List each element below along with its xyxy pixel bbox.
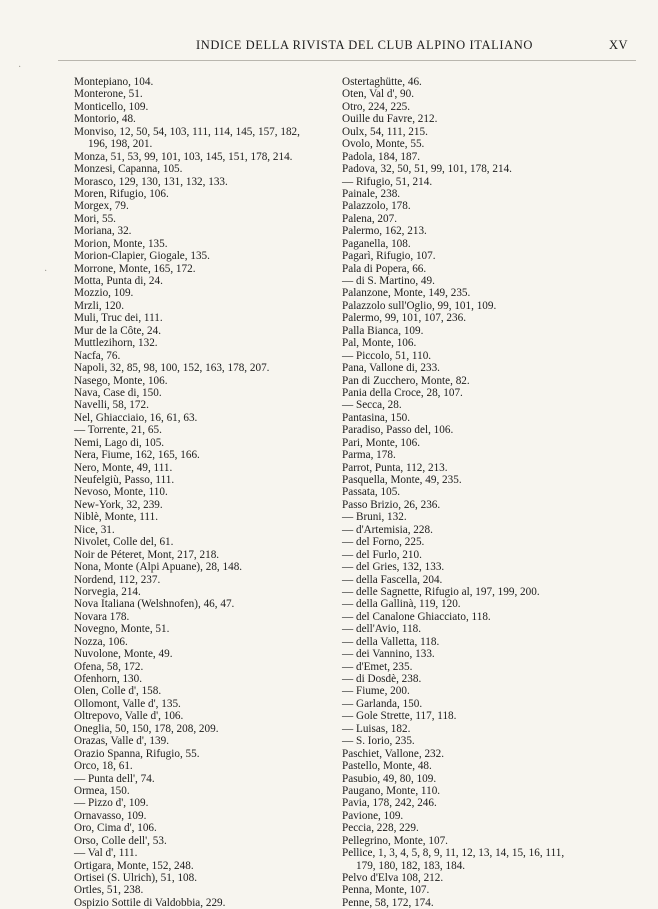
index-entry: Mrzli, 120. xyxy=(74,299,125,312)
index-entry: Parma, 178. xyxy=(342,449,396,462)
index-entry: Palazzolo, 178. xyxy=(342,200,411,213)
index-entry: Passo Brizio, 26, 236. xyxy=(342,498,441,511)
page-header xyxy=(0,38,658,56)
index-entry: — Fiume, 200. xyxy=(342,685,410,698)
index-entry: Pellice, 1, 3, 4, 5, 8, 9, 11, 12, 13, 14, 15, 16, 111, xyxy=(342,847,565,860)
index-entry: Painale, 238. xyxy=(342,187,401,200)
index-entry: — Luisas, 182. xyxy=(342,722,411,735)
index-entry: Pagarì, Rifugio, 107. xyxy=(342,250,436,263)
running-title: INDICE DELLA RIVISTA DEL CLUB ALPINO ITALIANO xyxy=(196,38,534,52)
index-entry: Ovolo, Monte, 55. xyxy=(342,138,425,151)
index-entry: Muttlezihorn, 132. xyxy=(74,337,158,350)
index-entry: Monzesi, Capanna, 105. xyxy=(74,163,183,176)
index-entry: Nivolet, Colle del, 61. xyxy=(74,536,174,549)
index-entry: Nova Italiana (Welshnofen), 46, 47. xyxy=(74,598,235,611)
index-entry: Ospizio Sottile di Valdobbia, 229. xyxy=(74,896,226,909)
index-entry: — Punta dell', 74. xyxy=(74,772,155,785)
index-entry: Pavia, 178, 242, 246. xyxy=(342,797,437,810)
index-entry: — della Valletta, 118. xyxy=(342,635,440,648)
index-entry: Pala di Popera, 66. xyxy=(342,262,427,275)
index-entry: Monticello, 109. xyxy=(74,100,149,113)
index-entry: Olen, Colle d', 158. xyxy=(74,685,162,698)
index-entry: — d'Emet, 235. xyxy=(342,660,413,673)
index-entry: — Gole Strette, 117, 118. xyxy=(342,710,457,723)
index-entry: Morion-Clapier, Giogale, 135. xyxy=(74,250,210,263)
margin-speck: · xyxy=(44,266,48,277)
index-entry: Orso, Colle dell', 53. xyxy=(74,834,167,847)
index-entry: Morasco, 129, 130, 131, 132, 133. xyxy=(74,175,228,188)
index-entry: Pana, Vallone di, 233. xyxy=(342,362,440,375)
index-entry: Nero, Monte, 49, 111. xyxy=(74,461,173,474)
index-entry: Nice, 31. xyxy=(74,523,115,536)
index-entry: — di Dosdè, 238. xyxy=(342,673,422,685)
index-entry: Penne, 58, 172, 174. xyxy=(342,896,434,909)
index-entry: — dell'Avio, 118. xyxy=(342,623,422,636)
index-entry: — S. Iorio, 235. xyxy=(342,735,415,748)
index-entry: 179, 180, 182, 183, 184. xyxy=(356,859,466,872)
index-entry: Nona, Monte (Alpi Apuane), 28, 148. xyxy=(74,561,243,574)
index-entry: Padola, 184, 187. xyxy=(342,150,420,163)
index-entry: Morion, Monte, 135. xyxy=(74,237,168,250)
index-entry: Otro, 224, 225. xyxy=(342,100,411,113)
index-entry: Palla Bianca, 109. xyxy=(342,324,424,337)
index-entry: Ortisei (S. Ulrich), 51, 108. xyxy=(74,872,198,884)
index-entry: — Torrente, 21, 65. xyxy=(74,424,162,437)
index-entry: Norvegia, 214. xyxy=(74,585,141,598)
index-entry: — della Gallinà, 119, 120. xyxy=(342,598,461,611)
index-entry: Moren, Rifugio, 106. xyxy=(74,187,169,200)
index-entry: Montorio, 48. xyxy=(74,113,136,126)
index-entry: Ostertaghütte, 46. xyxy=(342,76,422,88)
index-entry: Nasego, Monte, 106. xyxy=(74,374,168,387)
index-entry: Nuvolone, Monte, 49. xyxy=(74,648,173,661)
index-entry: Pavione, 109. xyxy=(342,809,404,822)
index-entry: Palermo, 162, 213. xyxy=(342,225,427,238)
index-entry: Monterone, 51. xyxy=(74,88,143,101)
index-entry: — del Canalone Ghiacciato, 118. xyxy=(342,610,491,623)
index-entry: — Piccolo, 51, 110. xyxy=(342,349,432,362)
index-entry: Motta, Punta di, 24. xyxy=(74,275,163,287)
index-entry: Mozzio, 109. xyxy=(74,287,134,300)
index-entry: Pastello, Monte, 48. xyxy=(342,760,432,773)
index-entry: Napoli, 32, 85, 98, 100, 152, 163, 178, 207. xyxy=(74,362,270,375)
margin-speck: · xyxy=(18,62,22,73)
index-entry: Paganella, 108. xyxy=(342,237,411,250)
index-entry: Nemi, Lago di, 105. xyxy=(74,436,165,449)
index-entry: — Garlanda, 150. xyxy=(342,697,423,710)
index-entry: — del Gries, 132, 133. xyxy=(342,561,445,574)
index-entry: — Bruni, 132. xyxy=(342,511,407,524)
index-entry: Oltrepovo, Valle d', 106. xyxy=(74,710,184,723)
index-entry: Pelvo d'Elva 108, 212. xyxy=(342,872,444,884)
index-entry: Nozza, 106. xyxy=(74,635,128,648)
index-entry: Novara 178. xyxy=(74,610,130,623)
index-entry: Mur de la Côte, 24. xyxy=(74,324,161,337)
index-entry: Ortles, 51, 238. xyxy=(74,884,144,897)
index-entry: Peccia, 228, 229. xyxy=(342,822,419,835)
index-entry: Nava, Case di, 150. xyxy=(74,386,162,399)
index-entry: Orco, 18, 61. xyxy=(74,760,133,773)
index-entry: Parrot, Punta, 112, 213. xyxy=(342,461,448,474)
index-entry: Morrone, Monte, 165, 172. xyxy=(74,262,196,275)
index-entry: Palena, 207. xyxy=(342,212,397,225)
index-entry: Moriana, 32. xyxy=(74,225,132,238)
index-entry: Palermo, 99, 101, 107, 236. xyxy=(342,312,466,325)
index-entry: 196, 198, 201. xyxy=(88,138,153,151)
index-entry: — Pizzo d', 109. xyxy=(74,797,149,810)
index-entry: Nordend, 112, 237. xyxy=(74,573,161,586)
index-entry: Pantasina, 150. xyxy=(342,411,411,424)
index-entry: Morgex, 79. xyxy=(74,200,129,213)
index-entry: Oten, Val d', 90. xyxy=(342,88,415,101)
index-entry: Monviso, 12, 50, 54, 103, 111, 114, 145, 157, 182, xyxy=(74,125,300,138)
header-rule xyxy=(58,60,636,61)
index-entry: — del Forno, 225. xyxy=(342,536,425,549)
index-entry: Ofena, 58, 172. xyxy=(74,660,144,673)
index-entry: Ormea, 150. xyxy=(74,784,130,797)
index-entry: Orazas, Valle d', 139. xyxy=(74,735,170,748)
index-entry: Padova, 32, 50, 51, 99, 101, 178, 214. xyxy=(342,163,512,176)
index-entry: Neufelgiù, Passo, 111. xyxy=(74,474,175,486)
index-entry: Navelli, 58, 172. xyxy=(74,399,149,412)
index-entry: — della Fascella, 204. xyxy=(342,573,443,586)
index-entry: Pasubio, 49, 80, 109. xyxy=(342,772,437,785)
index-entry: Monza, 51, 53, 99, 101, 103, 145, 151, 178, 214. xyxy=(74,150,293,163)
index-entry: Ortigara, Monte, 152, 248. xyxy=(74,859,194,872)
index-entry: — di S. Martino, 49. xyxy=(342,275,435,287)
index-entry: — dei Vannino, 133. xyxy=(342,648,435,661)
index-entry: Palazzolo sull'Oglio, 99, 101, 109. xyxy=(342,299,497,312)
index-entry: Pari, Monte, 106. xyxy=(342,436,420,449)
index-entry: Muli, Truc dei, 111. xyxy=(74,312,163,325)
index-entry: Montepiano, 104. xyxy=(74,76,154,88)
index-entry: — del Furlo, 210. xyxy=(342,548,422,561)
index-entry: Pasquella, Monte, 49, 235. xyxy=(342,474,462,486)
index-entry: Oneglia, 50, 150, 178, 208, 209. xyxy=(74,722,219,735)
index-entry: Niblè, Monte, 111. xyxy=(74,511,158,524)
index-entry: Nevoso, Monte, 110. xyxy=(74,486,168,499)
index-entry: Novegno, Monte, 51. xyxy=(74,623,170,636)
index-entry: — delle Sagnette, Rifugio al, 197, 199, 200. xyxy=(342,585,540,598)
index-entry: Ollomont, Valle d', 135. xyxy=(74,697,181,710)
index-entry: — Rifugio, 51, 214. xyxy=(342,175,433,188)
index-entry: Noir de Péteret, Mont, 217, 218. xyxy=(74,548,220,561)
index-entry: Ouille du Favre, 212. xyxy=(342,113,438,126)
index-entry: Palanzone, Monte, 149, 235. xyxy=(342,287,471,300)
index-entry: Paschiet, Vallone, 232. xyxy=(342,747,445,760)
index-entry: New-York, 32, 239. xyxy=(74,498,163,511)
index-entry: Penna, Monte, 107. xyxy=(342,884,430,897)
index-entry: Ornavasso, 109. xyxy=(74,809,147,822)
index-entry: Pania della Croce, 28, 107. xyxy=(342,386,463,399)
page-number: XV xyxy=(608,38,628,52)
index-entry: Mori, 55. xyxy=(74,212,116,225)
index-entry: Oro, Cima d', 106. xyxy=(74,822,157,835)
index-entry: Nacfa, 76. xyxy=(74,349,121,362)
index-entry: Oulx, 54, 111, 215. xyxy=(342,125,428,138)
index-entry: Pellegrino, Monte, 107. xyxy=(342,834,448,847)
index-entry: Passata, 105. xyxy=(342,486,401,499)
index-entry: Ofenhorn, 130. xyxy=(74,673,143,685)
index-column-left xyxy=(74,76,336,909)
index-entry: Nel, Ghiacciaio, 16, 61, 63. xyxy=(74,411,198,424)
index-entry: — Secca, 28. xyxy=(342,399,402,412)
index-entry: Nera, Fiume, 162, 165, 166. xyxy=(74,449,200,462)
index-entry: Pal, Monte, 106. xyxy=(342,337,417,350)
index-entry: Paradiso, Passo del, 106. xyxy=(342,424,454,437)
index-entry: Paugano, Monte, 110. xyxy=(342,784,441,797)
index-column-right xyxy=(342,76,642,909)
index-entry: Pan di Zucchero, Monte, 82. xyxy=(342,374,470,387)
index-entry: Orazio Spanna, Rifugio, 55. xyxy=(74,747,200,760)
index-entry: — d'Artemisia, 228. xyxy=(342,523,433,536)
index-entry: — Val d', 111. xyxy=(74,847,138,860)
